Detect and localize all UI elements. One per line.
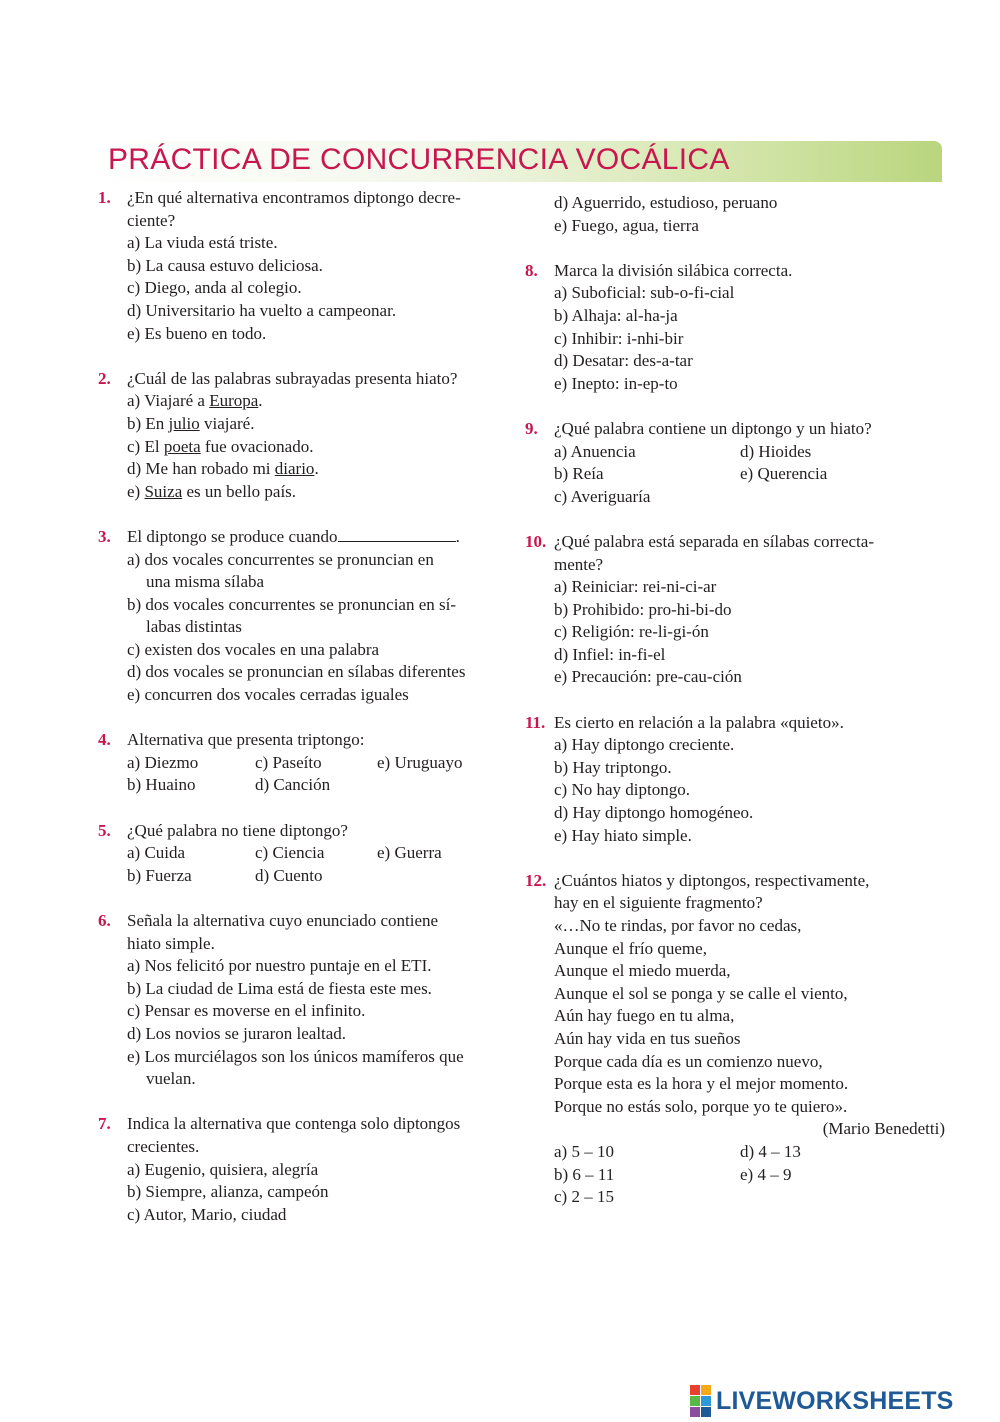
logo-square [690,1396,700,1406]
question-3 [98,526,508,707]
option-d[interactable]: d) Cuento [255,865,323,885]
option-e[interactable]: e) Uruguayo [377,752,463,772]
question-text: Señala la alternativa cuyo enunciado contiene [127,911,439,930]
question-9 [525,418,945,508]
question-text: ¿Cuántos hiatos y diptongos, respectivamente, [554,870,870,890]
option-d[interactable]: d) Universitario ha vuelto a campeonar. [127,300,397,320]
question-number: 1. [98,188,111,207]
option-b[interactable]: b) dos vocales concurrentes se pronuncian en sí- [127,594,457,614]
option-d[interactable]: d) Desatar: des-a-tar [554,351,693,371]
option-d[interactable]: d) Infiel: in-fi-el [554,644,666,664]
option-e[interactable]: e) Los murciélagos son los únicos mamíferos que [127,1046,464,1066]
option-e[interactable]: e) Hay hiato simple. [554,825,692,845]
logo-square [701,1407,711,1417]
poem-line: Aunque el miedo muerda, [554,961,731,981]
option-c[interactable]: c) El poeta fue ovacionado. [127,436,314,456]
option-d[interactable]: d) Aguerrido, estudioso, peruano [554,193,778,212]
option-b-cont: labas distintas [146,617,242,637]
question-2 [98,368,508,504]
option-b[interactable]: b) En julio viajaré. [127,413,255,433]
question-7 [98,1113,508,1226]
logo-square [690,1385,700,1395]
option-c[interactable]: c) Autor, Mario, ciudad [127,1204,287,1224]
option-a[interactable]: a) dos vocales concurrentes se pronuncian en [127,549,434,569]
question-1 [98,187,508,345]
title-bar [98,141,942,182]
question-11 [525,712,945,848]
option-b[interactable]: b) 6 – 11 [554,1164,615,1184]
poem-line: «…No te rindas, por favor no cedas, [554,916,802,935]
option-d[interactable]: d) Los novios se juraron lealtad. [127,1023,347,1043]
question-text: ¿Qué palabra está separada en sílabas correcta- [554,531,874,551]
question-text: El diptongo se produce cuando . [127,526,460,546]
liveworksheets-logo[interactable] [690,1386,954,1416]
option-b[interactable]: b) Reía [554,464,604,484]
question-5 [98,820,508,888]
question-12 [525,870,945,1209]
option-c[interactable]: c) Paseíto [255,752,322,772]
logo-square [701,1396,711,1406]
option-e[interactable]: e) Querencia [740,464,828,484]
option-c[interactable]: c) No hay diptongo. [554,780,690,800]
poem-line: Porque cada día es un comienzo nuevo, [554,1051,823,1071]
option-b[interactable]: b) Fuerza [127,865,192,885]
right-column [525,192,945,1231]
question-number: 7. [98,1114,111,1134]
option-d[interactable]: d) 4 – 13 [740,1141,801,1161]
option-b[interactable]: b) Siempre, alianza, campeón [127,1182,329,1202]
question-number: 8. [525,260,538,280]
question-4 [98,729,508,797]
option-e[interactable]: e) Suiza es un bello país. [127,481,297,501]
question-text: mente? [554,554,604,574]
poem-line: Porque esta es la hora y el mejor momento. [554,1074,849,1094]
option-b[interactable]: b) La ciudad de Lima está de fiesta este mes. [127,978,432,998]
question-number: 6. [98,911,111,930]
poem-line: Aún hay vida en tus sueños [554,1028,741,1048]
option-b[interactable]: b) Hay triptongo. [554,757,672,777]
option-a[interactable]: a) Diezmo [127,752,199,772]
option-e[interactable]: e) Es bueno en todo. [127,323,267,343]
option-a[interactable]: a) Viajaré a Europa. [127,391,263,411]
option-a[interactable]: a) 5 – 10 [554,1141,614,1161]
question-number: 12. [525,870,547,890]
option-c[interactable]: c) 2 – 15 [554,1187,614,1207]
question-number: 11. [525,712,546,732]
option-c[interactable]: c) Inhibir: i-nhi-bir [554,328,684,348]
option-b[interactable]: b) Alhaja: al-ha-ja [554,305,678,325]
option-c[interactable]: c) Averiguaría [554,486,651,506]
logo-text: LIVEWORKSHEETS [716,1386,954,1415]
option-a[interactable]: a) Cuida [127,843,186,863]
question-8 [525,260,945,396]
logo-square [701,1385,711,1395]
option-d[interactable]: d) Me han robado mi diario. [127,459,319,479]
question-number: 3. [98,526,111,546]
option-c[interactable]: c) Religión: re-li-gi-ón [554,622,709,642]
option-e[interactable]: e) Precaución: pre-cau-ción [554,667,742,687]
question-text: ciente? [127,210,176,230]
question-number: 5. [98,820,111,840]
question-number: 10. [525,531,547,551]
poem-line: Aunque el frío queme, [554,938,707,958]
option-e[interactable]: e) concurren dos vocales cerradas iguales [127,685,409,705]
option-c[interactable]: c) Diego, anda al colegio. [127,278,302,298]
question-text: ¿En qué alternativa encontramos diptongo decre- [127,188,461,207]
option-a-cont: una misma sílaba [146,572,265,592]
option-a[interactable]: a) Anuencia [554,441,636,461]
option-d[interactable]: d) Hioides [740,441,812,461]
question-text: Alternativa que presenta triptongo: [127,730,365,750]
logo-square [690,1407,700,1417]
option-a[interactable]: a) La viuda está triste. [127,233,278,253]
answer-blank[interactable] [338,526,456,542]
option-b[interactable]: b) Prohibido: pro-hi-bi-do [554,599,732,619]
question-7-continued [525,192,945,237]
question-text: ¿Qué palabra contiene un diptongo y un hiato? [554,418,872,438]
option-a[interactable]: a) Suboficial: sub-o-fi-cial [554,283,735,303]
option-b[interactable]: b) Huaino [127,775,196,795]
option-a[interactable]: a) Nos felicitó por nuestro puntaje en el ETI. [127,956,432,976]
question-text: Marca la división silábica correcta. [554,260,793,280]
question-text: crecientes. [127,1136,200,1156]
question-text: Indica la alternativa que contenga solo diptongos [127,1114,461,1134]
question-text: Es cierto en relación a la palabra «quieto». [554,712,844,732]
poem-line: Porque no estás solo, porque yo te quiero». [554,1096,848,1116]
left-column [98,187,508,1249]
question-10 [525,531,945,689]
option-d[interactable]: d) Canción [255,775,331,795]
option-a[interactable]: a) Hay diptongo creciente. [554,735,735,755]
question-6 [98,910,508,1091]
option-d[interactable]: d) Hay diptongo homogéneo. [554,803,754,823]
question-number: 9. [525,418,538,438]
question-number: 4. [98,730,111,750]
option-c[interactable]: c) existen dos vocales en una palabra [127,639,380,659]
option-e[interactable]: e) Inepto: in-ep-to [554,373,678,393]
question-text: hiato simple. [127,933,215,953]
poem-line: Aún hay fuego en tu alma, [554,1006,735,1026]
poem-line: Aunque el sol se ponga y se calle el viento, [554,983,848,1003]
option-a[interactable]: a) Eugenio, quisiera, alegría [127,1159,319,1179]
poem-author: (Mario Benedetti) [822,1119,945,1139]
logo-mark-icon [690,1385,711,1417]
option-e[interactable]: e) Guerra [377,843,442,863]
question-text: hay en el siguiente fragmento? [554,893,763,913]
option-b[interactable]: b) La causa estuvo deliciosa. [127,255,323,275]
option-c[interactable]: c) Pensar es moverse en el infinito. [127,1001,366,1021]
option-a[interactable]: a) Reiniciar: rei-ni-ci-ar [554,577,717,597]
question-text: ¿Qué palabra no tiene diptongo? [127,820,348,840]
option-e-cont: vuelan. [146,1069,196,1089]
page-title: PRÁCTICA DE CONCURRENCIA VOCÁLICA [108,143,730,176]
option-e[interactable]: e) 4 – 9 [740,1164,792,1184]
option-c[interactable]: c) Ciencia [255,843,325,863]
question-text: ¿Cuál de las palabras subrayadas presenta hiato? [127,368,458,388]
question-number: 2. [98,368,111,388]
option-e[interactable]: e) Fuego, agua, tierra [554,215,699,235]
option-d[interactable]: d) dos vocales se pronuncian en sílabas diferentes [127,662,466,682]
